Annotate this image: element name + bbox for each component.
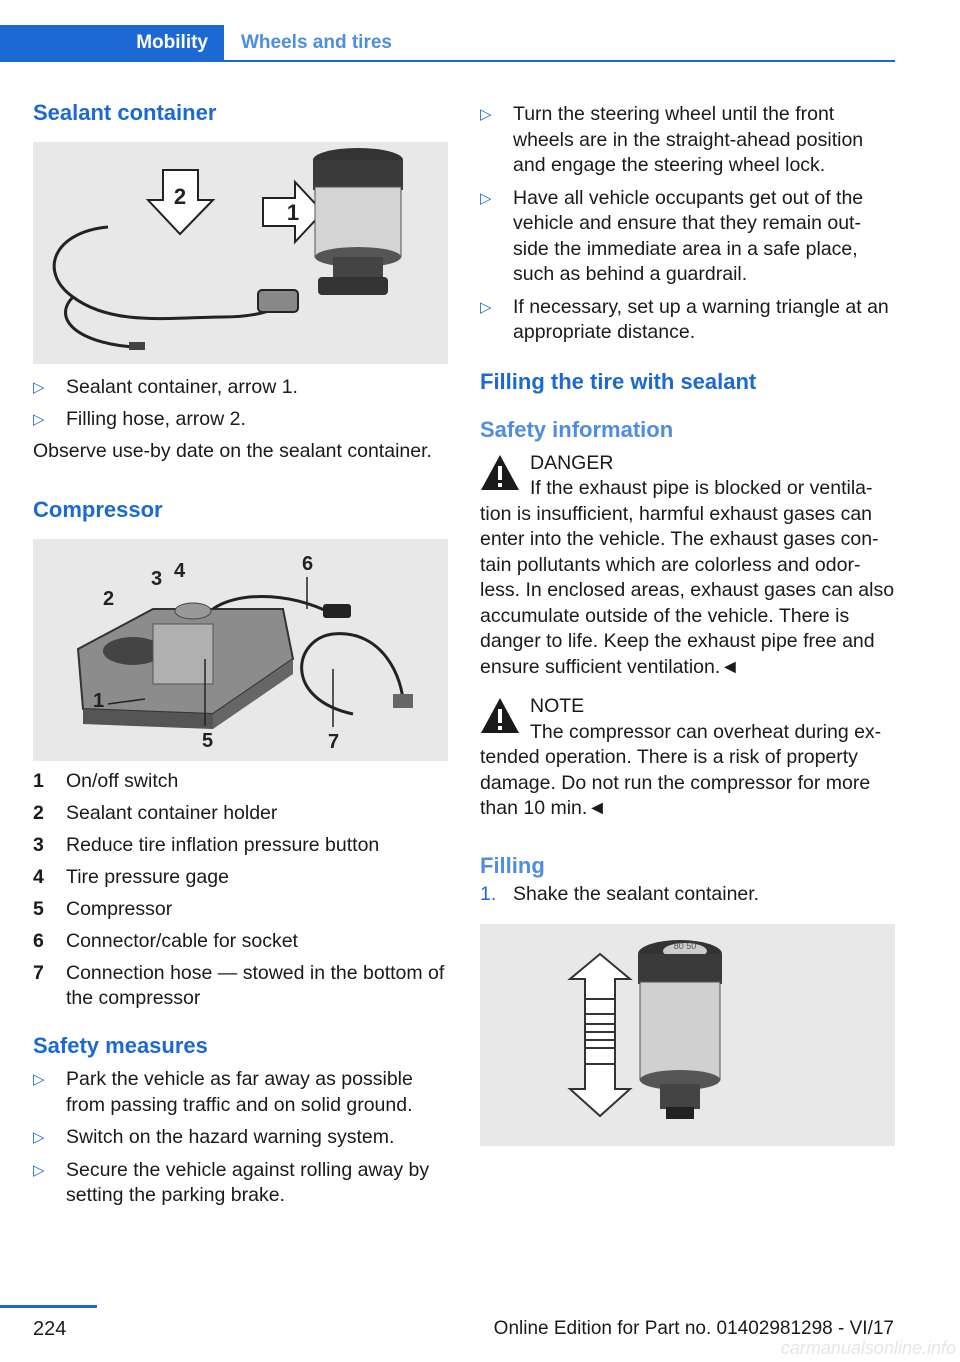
sealant-container-figure <box>33 142 448 364</box>
fig-label-6: 6 <box>302 552 314 575</box>
sealant-container-heading: Sealant container <box>33 100 217 125</box>
bullet-item <box>33 1125 448 1151</box>
legend-text: Tire pressure gage <box>66 865 229 888</box>
sealant-bullet-1: ▷ Sealant container, arrow 1. <box>33 375 448 401</box>
fig-label-4: 4 <box>174 559 186 582</box>
legend-number: 4 <box>33 865 44 888</box>
filling-heading: Filling <box>480 852 545 878</box>
bullet-item <box>480 102 895 179</box>
filling-tire-heading: Filling the tire with sealant <box>480 368 757 394</box>
legend-item <box>33 833 448 859</box>
fig-label-2: 2 <box>103 587 115 610</box>
filling-step-1 <box>480 882 895 908</box>
step-text: Shake the sealant container. <box>513 883 760 906</box>
step-number: 1. <box>480 883 497 906</box>
legend-number: 3 <box>33 833 44 856</box>
sealant-use-by-note: Observe use-by date on the sealant container. <box>33 439 432 462</box>
bullet-item <box>480 186 895 288</box>
fig-label-7: 7 <box>328 730 340 753</box>
bullet-text: Secure the vehicle against rolling away by setting the parking brake. <box>66 1158 430 1207</box>
fig-label-3: 3 <box>151 567 163 590</box>
page-number: 224 <box>33 1318 67 1340</box>
bullet-text: Have all vehicle occupants get out of the vehicle and ensure that they remain out-side the immediate area in a safe place, such as behind a guardrail. <box>513 186 864 285</box>
note-warning <box>480 694 895 822</box>
bullet-text: Park the vehicle as far away as possible from passing traffic and on solid ground. <box>66 1068 413 1116</box>
left-column <box>33 95 448 1209</box>
danger-warning <box>480 451 895 681</box>
safety-measures-heading: Safety measures <box>33 1032 208 1058</box>
page-header <box>0 25 895 62</box>
fig-label-2: 2 <box>173 183 187 209</box>
bullet-text: Turn the steering wheel until the front wheels are in the straight-ahead position and engage the steering wheel lock. <box>513 103 864 176</box>
legend-item <box>33 769 448 795</box>
bullet-triangle-icon: ▷ <box>33 378 45 396</box>
legend-number: 6 <box>33 929 44 952</box>
fig-label-5: 5 <box>202 729 214 752</box>
tab-mobility[interactable]: Mobility <box>0 25 224 60</box>
danger-body: tion is insufficient, harmful exhaust gases can enter into the vehicle. The exhaust gases con-tain pollutants which are colorless and odor-less. In enclosed areas, exhaust gases can also accumulate outside of the vehicle. There is danger to life. Keep the exhaust pipe free and ensure sufficient ventilation.◄ <box>480 502 895 678</box>
danger-title: DANGER <box>530 451 614 474</box>
bullet-text: Switch on the hazard warning system. <box>66 1126 395 1149</box>
right-column <box>480 95 895 1146</box>
legend-item <box>33 897 448 923</box>
danger-first-line: If the exhaust pipe is blocked or ventila- <box>530 477 873 500</box>
tab-wheels-and-tires[interactable]: Wheels and tires <box>241 32 392 53</box>
sealant-bullet-2: ▷ Filling hose, arrow 2. <box>33 407 448 433</box>
note-title: NOTE <box>530 695 585 718</box>
legend-text: Reduce tire inflation pressure button <box>66 833 380 856</box>
compressor-illustration <box>33 539 448 761</box>
bullet-triangle-icon: ▷ <box>480 106 492 123</box>
warning-triangle-icon <box>480 696 520 736</box>
shake-container-illustration <box>480 924 895 1146</box>
legend-number: 1 <box>33 769 44 792</box>
bullet-triangle-icon: ▷ <box>33 1071 45 1089</box>
safety-information-heading: Safety information <box>480 417 674 443</box>
legend-text: Connection hose — stowed in the bottom of the compressor <box>66 961 445 1010</box>
preparation-bullet-list <box>480 102 895 346</box>
compressor-figure <box>33 539 448 761</box>
legend-number: 2 <box>33 801 44 824</box>
sealant-container-illustration <box>33 142 448 364</box>
fig-label-1: 1 <box>93 689 105 712</box>
legend-number: 5 <box>33 897 44 920</box>
watermark: carmanualsonline.info <box>780 1338 956 1358</box>
legend-text: Sealant container holder <box>66 801 278 824</box>
container-cap-marking: 80 50 <box>673 940 697 951</box>
bullet-triangle-icon: ▷ <box>33 1129 45 1147</box>
legend-number: 7 <box>33 961 44 984</box>
shake-container-figure <box>480 924 895 1146</box>
bullet-item <box>480 295 895 346</box>
bullet-text: If necessary, set up a warning triangle at an appropriate distance. <box>513 295 889 343</box>
legend-item <box>33 961 448 1012</box>
legend-item <box>33 865 448 891</box>
compressor-legend-list <box>33 769 448 1012</box>
warning-triangle-icon <box>480 453 520 493</box>
bullet-item <box>33 1067 448 1118</box>
bullet-triangle-icon: ▷ <box>33 1161 45 1179</box>
fig-label-1: 1 <box>286 199 300 225</box>
bullet-triangle-icon: ▷ <box>480 298 492 316</box>
bullet-item <box>33 1158 448 1209</box>
legend-text: On/off switch <box>66 769 179 792</box>
note-first-line: The compressor can overheat during ex- <box>530 720 882 743</box>
legend-item <box>33 801 448 827</box>
safety-measures-list <box>33 1067 448 1209</box>
bullet-triangle-icon: ▷ <box>480 189 492 207</box>
note-body: tended operation. There is a risk of property damage. Do not run the compressor for more than 10 min.◄ <box>480 746 871 820</box>
bullet-triangle-icon: ▷ <box>33 411 45 429</box>
footer-accent-line <box>0 1305 97 1308</box>
compressor-heading: Compressor <box>33 497 163 523</box>
legend-text: Compressor <box>66 897 173 920</box>
edition-info: Online Edition for Part no. 01402981298 - VI/17 <box>493 1318 894 1339</box>
legend-text: Connector/cable for socket <box>66 929 298 952</box>
legend-item <box>33 929 448 955</box>
